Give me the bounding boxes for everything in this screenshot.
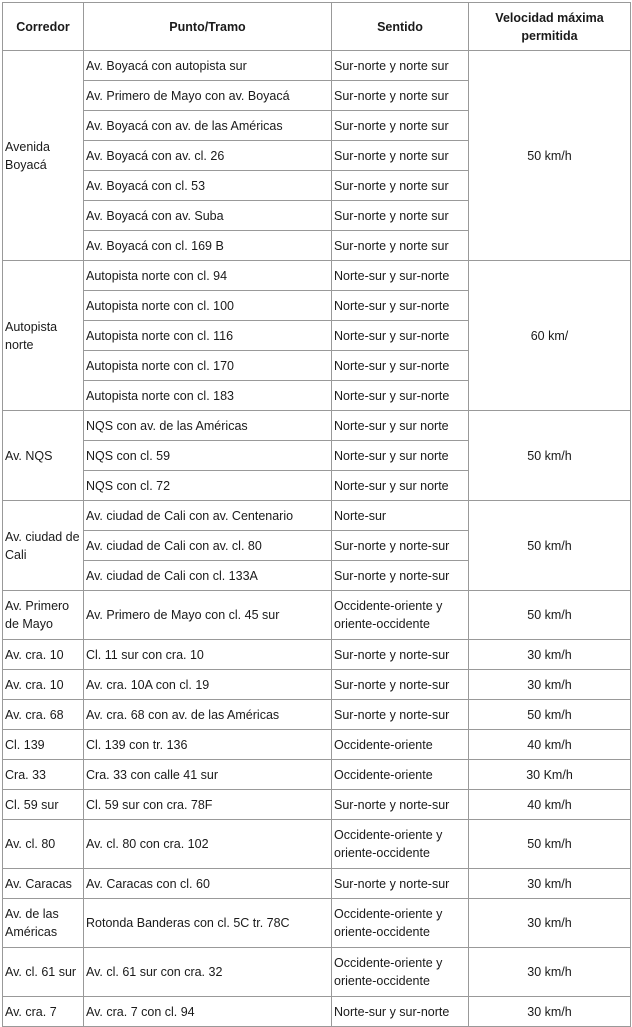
point-cell: Av. cra. 7 con cl. 94	[84, 997, 332, 1027]
point-cell: Autopista norte con cl. 100	[84, 291, 332, 321]
speed-cell: 50 km/h	[469, 820, 631, 869]
table-row	[3, 899, 631, 948]
point-cell: Cra. 33 con calle 41 sur	[84, 760, 332, 790]
point-cell: Cl. 139 con tr. 136	[84, 730, 332, 760]
point-cell: Av. cl. 61 sur con cra. 32	[84, 948, 332, 997]
speed-cell: 50 km/h	[469, 411, 631, 501]
point-cell: Av. Boyacá con av. Suba	[84, 201, 332, 231]
point-cell: Av. ciudad de Cali con av. Centenario	[84, 501, 332, 531]
point-cell: Autopista norte con cl. 116	[84, 321, 332, 351]
table-row	[3, 51, 631, 81]
table-row	[3, 640, 631, 670]
point-cell: Cl. 11 sur con cra. 10	[84, 640, 332, 670]
direction-cell: Occidente-oriente y oriente-occidente	[332, 948, 469, 997]
table-row	[3, 820, 631, 869]
table-row	[3, 261, 631, 291]
point-cell: Av. ciudad de Cali con cl. 133A	[84, 561, 332, 591]
direction-cell: Sur-norte y norte sur	[332, 81, 469, 111]
direction-cell: Norte-sur y sur-norte	[332, 321, 469, 351]
point-cell: Autopista norte con cl. 170	[84, 351, 332, 381]
direction-cell: Occidente-oriente	[332, 730, 469, 760]
speed-cell: 30 km/h	[469, 670, 631, 700]
corridor-cell: Av. cl. 61 sur	[3, 948, 84, 997]
table-row	[3, 670, 631, 700]
speed-cell: 40 km/h	[469, 790, 631, 820]
header-direction: Sentido	[332, 3, 469, 51]
header-speed: Velocidad máxima permitida	[469, 3, 631, 51]
speed-cell: 50 km/h	[469, 501, 631, 591]
point-cell: Av. ciudad de Cali con av. cl. 80	[84, 531, 332, 561]
direction-cell: Sur-norte y norte sur	[332, 111, 469, 141]
point-cell: Av. cra. 10A con cl. 19	[84, 670, 332, 700]
speed-cell: 50 km/h	[469, 700, 631, 730]
speed-cell: 30 km/h	[469, 640, 631, 670]
point-cell: Av. Caracas con cl. 60	[84, 869, 332, 899]
direction-cell: Sur-norte y norte-sur	[332, 670, 469, 700]
direction-cell: Occidente-oriente y oriente-occidente	[332, 820, 469, 869]
corridor-cell: Av. Primero de Mayo	[3, 591, 84, 640]
point-cell: Av. Primero de Mayo con cl. 45 sur	[84, 591, 332, 640]
direction-cell: Norte-sur y sur-norte	[332, 261, 469, 291]
speed-cell: 60 km/	[469, 261, 631, 411]
speed-cell: 50 km/h	[469, 51, 631, 261]
direction-cell: Occidente-oriente y oriente-occidente	[332, 591, 469, 640]
corridor-cell: Av. cra. 7	[3, 997, 84, 1027]
point-cell: NQS con cl. 59	[84, 441, 332, 471]
direction-cell: Norte-sur y sur norte	[332, 441, 469, 471]
direction-cell: Norte-sur y sur norte	[332, 471, 469, 501]
direction-cell: Occidente-oriente y oriente-occidente	[332, 899, 469, 948]
direction-cell: Sur-norte y norte-sur	[332, 700, 469, 730]
direction-cell: Norte-sur y sur norte	[332, 411, 469, 441]
direction-cell: Sur-norte y norte-sur	[332, 640, 469, 670]
corridor-cell: Avenida Boyacá	[3, 51, 84, 261]
speed-cell: 30 km/h	[469, 899, 631, 948]
speed-cell: 30 km/h	[469, 869, 631, 899]
direction-cell: Sur-norte y norte-sur	[332, 561, 469, 591]
direction-cell: Sur-norte y norte-sur	[332, 869, 469, 899]
corridor-cell: Av. cra. 10	[3, 670, 84, 700]
point-cell: NQS con cl. 72	[84, 471, 332, 501]
point-cell: Autopista norte con cl. 94	[84, 261, 332, 291]
corridor-cell: Cra. 33	[3, 760, 84, 790]
speed-cell: 30 km/h	[469, 997, 631, 1027]
header-point: Punto/Tramo	[84, 3, 332, 51]
speed-limit-table	[2, 2, 631, 1027]
corridor-cell: Av. Caracas	[3, 869, 84, 899]
header-corridor: Corredor	[3, 3, 84, 51]
point-cell: Av. Boyacá con av. de las Américas	[84, 111, 332, 141]
corridor-cell: Av. cra. 68	[3, 700, 84, 730]
direction-cell: Sur-norte y norte sur	[332, 201, 469, 231]
table-row	[3, 790, 631, 820]
direction-cell: Sur-norte y norte-sur	[332, 531, 469, 561]
point-cell: Av. cra. 68 con av. de las Américas	[84, 700, 332, 730]
table-body	[3, 51, 631, 1027]
direction-cell: Sur-norte y norte sur	[332, 141, 469, 171]
direction-cell: Norte-sur y sur-norte	[332, 997, 469, 1027]
table-row	[3, 591, 631, 640]
speed-cell: 50 km/h	[469, 591, 631, 640]
corridor-cell: Av. de las Américas	[3, 899, 84, 948]
speed-cell: 30 Km/h	[469, 760, 631, 790]
table-row	[3, 730, 631, 760]
point-cell: Av. cl. 80 con cra. 102	[84, 820, 332, 869]
point-cell: Av. Primero de Mayo con av. Boyacá	[84, 81, 332, 111]
point-cell: Av. Boyacá con cl. 53	[84, 171, 332, 201]
direction-cell: Norte-sur y sur-norte	[332, 381, 469, 411]
point-cell: NQS con av. de las Américas	[84, 411, 332, 441]
direction-cell: Sur-norte y norte-sur	[332, 790, 469, 820]
table-row	[3, 997, 631, 1027]
corridor-cell: Cl. 139	[3, 730, 84, 760]
table-row	[3, 501, 631, 531]
table-row	[3, 869, 631, 899]
direction-cell: Norte-sur y sur-norte	[332, 351, 469, 381]
direction-cell: Sur-norte y norte sur	[332, 171, 469, 201]
table-row	[3, 700, 631, 730]
header-row	[3, 3, 631, 51]
direction-cell: Sur-norte y norte sur	[332, 231, 469, 261]
direction-cell: Norte-sur y sur-norte	[332, 291, 469, 321]
point-cell: Av. Boyacá con cl. 169 B	[84, 231, 332, 261]
point-cell: Av. Boyacá con autopista sur	[84, 51, 332, 81]
corridor-cell: Av. NQS	[3, 411, 84, 501]
point-cell: Autopista norte con cl. 183	[84, 381, 332, 411]
table-row	[3, 411, 631, 441]
direction-cell: Occidente-oriente	[332, 760, 469, 790]
speed-cell: 40 km/h	[469, 730, 631, 760]
corridor-cell: Av. cl. 80	[3, 820, 84, 869]
table-row	[3, 760, 631, 790]
point-cell: Av. Boyacá con av. cl. 26	[84, 141, 332, 171]
corridor-cell: Av. ciudad de Cali	[3, 501, 84, 591]
corridor-cell: Cl. 59 sur	[3, 790, 84, 820]
speed-cell: 30 km/h	[469, 948, 631, 997]
corridor-cell: Av. cra. 10	[3, 640, 84, 670]
corridor-cell: Autopista norte	[3, 261, 84, 411]
table-row	[3, 948, 631, 997]
table-header	[3, 3, 631, 51]
point-cell: Rotonda Banderas con cl. 5C tr. 78C	[84, 899, 332, 948]
direction-cell: Norte-sur	[332, 501, 469, 531]
direction-cell: Sur-norte y norte sur	[332, 51, 469, 81]
point-cell: Cl. 59 sur con cra. 78F	[84, 790, 332, 820]
